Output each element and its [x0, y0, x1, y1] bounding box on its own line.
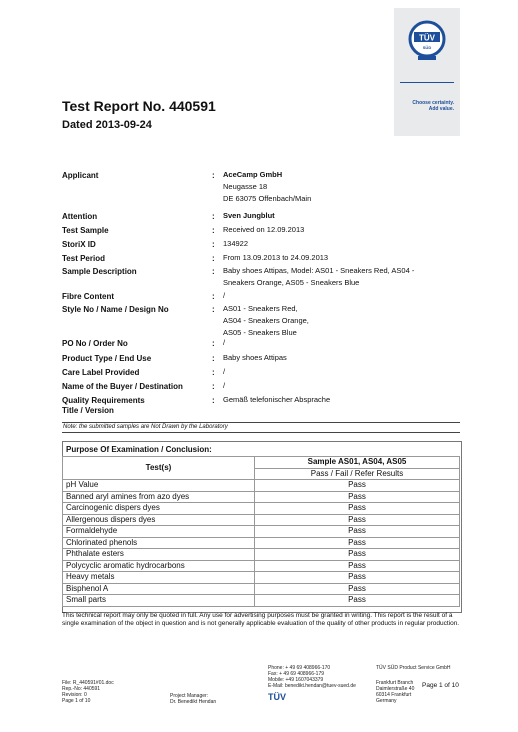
field-label: Quality Requirements: [62, 396, 145, 405]
footer-line: 60314 Frankfurt: [376, 692, 412, 698]
test-name: Bisphenol A: [63, 583, 255, 595]
field-label: Title / Version: [62, 406, 114, 415]
test-result: Pass: [255, 549, 460, 561]
footer-tuv-mark: TÜV: [268, 692, 286, 702]
field-colon: :: [212, 339, 215, 348]
field-value-line: DE 63075 Offenbach/Main: [223, 194, 312, 203]
test-name: pH Value: [63, 480, 255, 492]
table-row: [63, 549, 460, 561]
field-colon: :: [212, 305, 215, 314]
field-value-line: Sneakers Orange, AS05 - Sneakers Blue: [223, 278, 360, 287]
footer-line: Germany: [376, 698, 397, 704]
page-number: Page 1 of 10: [422, 682, 459, 689]
field-value-line: Received on 12.09.2013: [223, 225, 305, 234]
field-value-line: Sven Jungblut: [223, 211, 275, 220]
field-value: [223, 224, 304, 236]
field-value-line: AS04 - Sneakers Orange,: [223, 316, 309, 325]
field-colon: :: [212, 254, 215, 263]
footer-line: Project Manager:: [170, 693, 209, 699]
field-colon: :: [212, 212, 215, 221]
footer-line: Phone: + 49 69 408966-170: [268, 665, 331, 671]
field-value-line: /: [223, 381, 226, 390]
test-result: Pass: [255, 514, 460, 526]
field-value-line: Baby shoes Attipas, Model: AS01 - Sneakers Red, AS04 -: [223, 266, 415, 275]
field-colon: :: [212, 267, 215, 276]
table-row: [63, 583, 460, 595]
sample-note: Note: the submitted samples are Not Drawn by the Laboratory: [63, 424, 228, 430]
test-result: Pass: [255, 526, 460, 538]
footer-line: Rep.-No: 440591: [62, 686, 101, 692]
footer-line: Page 1 of 10: [62, 698, 91, 704]
table-row: [63, 514, 460, 526]
footer-line: Mobile: +49 1607043379: [268, 677, 324, 683]
test-name: Phthalate esters: [63, 549, 255, 561]
field-value-line: Baby shoes Attipas: [223, 353, 287, 362]
field-value-line: /: [223, 367, 226, 376]
logo-brand: TÜV: [419, 33, 435, 43]
footer-line: E-Mail: benedikt.hendan@tuev-sued.de: [268, 683, 356, 689]
purpose-heading: Purpose Of Examination / Conclusion:: [66, 445, 212, 454]
field-label: Test Sample: [62, 226, 109, 235]
test-result: Pass: [255, 537, 460, 549]
footer-line: Dr. Benedikt Hendan: [170, 699, 217, 705]
field-colon: :: [212, 368, 215, 377]
table-row: [63, 595, 460, 607]
footer-file-info: [62, 680, 114, 704]
field-label: Care Label Provided: [62, 368, 140, 377]
table-row: [63, 560, 460, 572]
test-name: Allergenous dispers dyes: [63, 514, 255, 526]
footer-line: Daimlerstraße 40: [376, 686, 415, 692]
test-result: Pass: [255, 572, 460, 584]
footer-branch: [376, 680, 414, 704]
divider: [62, 422, 460, 423]
field-value-line: /: [223, 291, 226, 300]
field-label: Style No / Name / Design No: [62, 305, 169, 314]
tagline-line-1: Choose certainty.: [412, 100, 454, 106]
footer-line: Fax: + 49 69 408966-179: [268, 671, 325, 677]
logo-tagline: [396, 100, 454, 112]
test-name: Heavy metals: [63, 572, 255, 584]
footer-line: Revision: 0: [62, 692, 87, 698]
field-label: Attention: [62, 212, 98, 221]
field-value-line: AceCamp GmbH: [223, 170, 283, 179]
test-name: Formaldehyde: [63, 526, 255, 538]
field-value-line: /: [223, 338, 226, 347]
tests-header: Test(s): [63, 457, 255, 480]
test-result: Pass: [255, 595, 460, 607]
test-result: Pass: [255, 503, 460, 515]
field-label: PO No / Order No: [62, 339, 128, 348]
field-value: [223, 265, 414, 289]
test-name: Small parts: [63, 595, 255, 607]
field-colon: :: [212, 354, 215, 363]
field-value: [223, 210, 275, 222]
table-row: [63, 491, 460, 503]
sample-header: Sample AS01, AS04, AS05: [255, 457, 460, 469]
field-value: [223, 366, 225, 378]
test-result: Pass: [255, 583, 460, 595]
field-colon: :: [212, 292, 215, 301]
field-value-line: From 13.09.2013 to 24.09.2013: [223, 253, 329, 262]
field-colon: :: [212, 382, 215, 391]
field-value-line: Gemäß telefonischer Absprache: [223, 395, 331, 404]
footer-line: File: R_440591#01.doc: [62, 680, 114, 686]
field-label: Applicant: [62, 171, 99, 180]
field-label: Sample Description: [62, 267, 137, 276]
field-value: [223, 303, 309, 339]
field-label: Product Type / End Use: [62, 354, 152, 363]
field-value: [223, 394, 330, 406]
report-date: Dated 2013-09-24: [62, 119, 152, 131]
field-colon: :: [212, 240, 215, 249]
footer-company-title: TÜV SÜD Product Service GmbH: [376, 665, 451, 671]
field-label: Test Period: [62, 254, 105, 263]
logo-sub: SÜD: [422, 45, 432, 50]
field-value-line: AS01 - Sneakers Red,: [223, 304, 298, 313]
test-name: Polycyclic aromatic hydrocarbons: [63, 560, 255, 572]
footer-contact: [268, 665, 356, 689]
field-label: Name of the Buyer / Destination: [62, 382, 183, 391]
results-table: [62, 456, 460, 607]
field-colon: :: [212, 226, 215, 235]
field-value-line: AS05 - Sneakers Blue: [223, 328, 297, 337]
footer-manager: [170, 693, 216, 705]
field-value: [223, 337, 225, 349]
test-name: Carcinogenic dispers dyes: [63, 503, 255, 515]
result-subheader: Pass / Fail / Refer Results: [255, 468, 460, 480]
field-value: [223, 290, 225, 302]
disclaimer: This technical report may only be quoted in full. Any use for advertising purposes must be granted in writing. This report is the result of a single examination of the object in question and is not generally applicable evaluation of the quality of other products in regular production.: [62, 612, 460, 627]
field-value: [223, 380, 225, 392]
test-result: Pass: [255, 560, 460, 572]
test-result: Pass: [255, 491, 460, 503]
divider: [62, 432, 460, 433]
field-label: StoriX ID: [62, 240, 96, 249]
table-row: [63, 480, 460, 492]
tagline-line-2: Add value.: [428, 106, 454, 112]
test-name: Chlorinated phenols: [63, 537, 255, 549]
field-colon: :: [212, 396, 215, 405]
footer-line: Frankfurt Branch: [376, 680, 414, 686]
test-result: Pass: [255, 480, 460, 492]
field-value-line: 134922: [223, 239, 249, 248]
field-value: [223, 238, 248, 250]
field-value-line: Neugasse 18: [223, 182, 268, 191]
logo-rule: [400, 82, 454, 83]
report-title: Test Report No. 440591: [62, 98, 216, 114]
field-value: [223, 169, 311, 205]
field-value: [223, 252, 328, 264]
tuv-logo-icon: [408, 20, 446, 66]
test-name: Banned aryl amines from azo dyes: [63, 491, 255, 503]
field-value: [223, 352, 287, 364]
field-label: Fibre Content: [62, 292, 114, 301]
table-row: [63, 537, 460, 549]
table-row: [63, 526, 460, 538]
field-colon: :: [212, 171, 215, 180]
table-row: [63, 503, 460, 515]
table-row: [63, 572, 460, 584]
